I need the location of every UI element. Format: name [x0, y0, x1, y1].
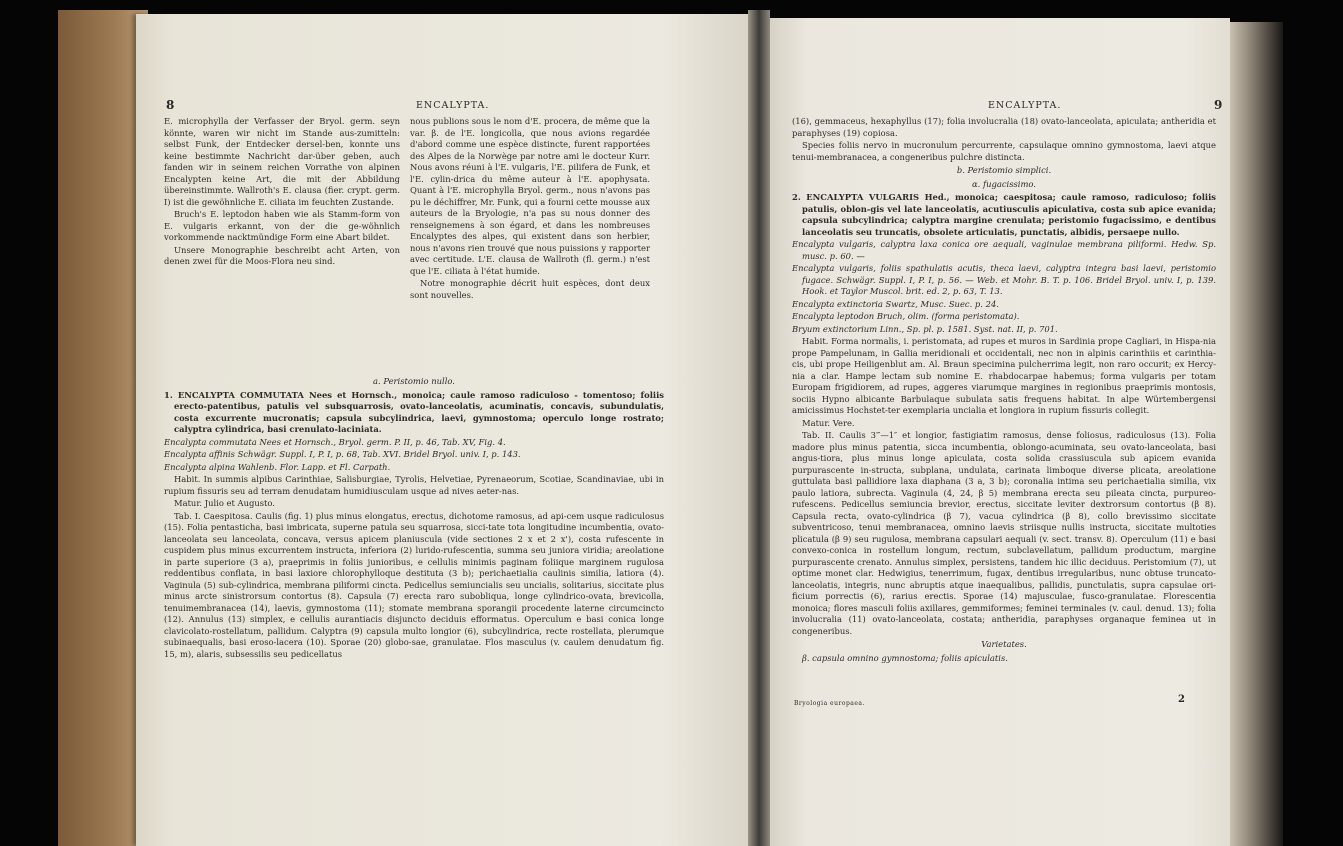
maturity-line: Matur. Julio et Augusto.: [174, 498, 275, 508]
species-block-left: [164, 374, 664, 661]
german-paragraph: Bruch's E. leptodon haben wie als Stamm-form von E. vulgaris erkannt, von der die ge-wöhnlich vorkommende nacktmündige Form eine Abart bildet.: [164, 209, 400, 242]
page-number-right: 9: [1214, 98, 1223, 112]
subsection-heading: α. fugacissimo.: [972, 178, 1036, 189]
species-heading: 2. ENCALYPTA VULGARIS Hed., monoica; caespitosa; caule ramoso, radiculoso; foliis patulis, oblon-gis vel late lanceolatis, acutiusculis apiculativa, costa sub apice evanida; capsula subcylindrica; calyptra margine crenulata; peristomio fugacissimo, e dentibus lanceolatis seu truncatis, obsolete articulatis, punctatis, albidis, persaepe nullo.: [792, 192, 1216, 237]
species-heading: 1. ENCALYPTA COMMUTATA Nees et Hornsch., monoica; caule ramoso radiculoso - tomentoso; foliis erecto-patentibus, patulis vel subsquarrosis, ovato-lanceolatis, acuminatis, concavis, subundulatis, costa excurrente mucronatis; capsula subcylindrica, laevi, gymnostoma; operculo longe rostrato; calyptra cylindrica, basi crenulato-laciniata.: [164, 389, 664, 434]
synonym-line: Encalypta leptodon Bruch, olim. (forma peristomata).: [792, 311, 1020, 321]
intro-paragraph: (16), gemmaceus, hexaphyllus (17); folia involucralia (18) ovato-lanceolata, apiculata; antheridia et paraphyses (19) copiosa.: [792, 116, 1216, 138]
synonym-line: Encalypta vulgaris, calyptra laxa conica ore aequali, vaginulae membrana piliformi. Hedw. Sp. musc. p. 60. —: [792, 239, 1216, 261]
page-number-left: 8: [166, 98, 175, 112]
french-paragraph: Notre monographie décrit huit espèces, dont deux sont nouvelles.: [410, 278, 650, 300]
maturity-line: Matur. Vere.: [802, 417, 855, 428]
synonym-line: Encalypta vulgaris, foliis spathulatis acutis, theca laevi, calyptra integra basi laevi, peristomio fugace. Schwägr. Suppl. I, P. I, p. 56. — Web. et Mohr. B. T. p. 106. Bridel Bryol. univ. I, p. 139. Hook. et Taylor Muscol. brit. ed. 2, p. 63, T. 13.: [792, 263, 1216, 296]
section-heading: b. Peristomio simplici.: [956, 165, 1052, 175]
left-cover: [58, 10, 148, 846]
description-paragraph: Tab. II. Caulis 3‴—1″ et longior, fastigiatim ramosus, dense foliosus, radiculosus (13). Folia madore plus minus patentia, sicca incumbentia, oblongo-acuminata, seu ovato-lanceolata, basi angus-tiora, plus minus longe apiculata, costa solida crassiuscula sub apicem evanida purpurascente in-structa, subplana, undulata, carinata limboque diverse plicata, areolatione guttulata basi pallidiore laxa diaphana (3 a, 3 b); coronalia intima seu perichaetialia similia, vix paulo latiora, subrecta. Vaginula (4, 24, β 5) membrana erecta seu pileata cincta, purpureo-rufescens. Pedicellus semiuncia brevior, erectus, siccitate leviter dextrorsum contortus (β 8). Capsula recta, ovato-cylindrica (β 7), vacua cylindrica (β 8), collo brevissimo siccitate subventricoso, tenui membranacea, omnino laevis striisque nullis instructa, siccitate multoties plicatula (β 9) seu rugulosa, membrana capsulari aequali (v. sect. transv. 8). Operculum (11) e basi convexo-conica in rostellum longum, rectum, subclavellatum, pallidum productum, margine purpurascente crenato. Annulus simplex, persistens, tandem hic illic deciduus. Peristomium (7), ut optime monet clar. Hedwigius, tenerrimum, fugax, dentibus irregularibus, nunc obtuse truncato-lanceolatis, integris, nunc abruptis atque inaequalibus, pallidis, punctulatis, supra capsulae ori-ficium porrectis (6), rarius erectis. Sporae (14) majusculae, fusco-granulatae. Florescentia monoica; flores masculi foliis axillares, gemmiformes; feminei terminales (v. caul. denud. 13); folia involucralia (11) ovato-lanceolata, costata; antheridia, paraphyses organaque feminea ut in congeneribus.: [792, 430, 1216, 636]
french-paragraph: nous publions sous le nom d'E. procera, de même que la var. β. de l'E. longicolla, que nous avions regardée d'abord comme une espèce distincte, furent rapportées des Alpes de la Norwège par notre ami le docteur Kurr. Nous avons réuni à l'E. vulgaris, l'E. pilifera de Funk, et l'E. cylin-drica du même auteur à l'E. apophysata. Quant à l'E. microphylla Bryol. germ., nous n'avons pas pu le déchiffrer, Mr. Funk, qui a fourni cette mousse aux auteurs de la Bryologie, n'a pas su nous donner des renseignemens à son égard, et dans les nombreuses Encalyptes des alpes, qui existent dans son herbier, nous n'avons rien trouvé que nous puissions y rapporter avec certitude. L'E. clausa de Wallroth (fl. germ.) n'est que l'E. ciliata à l'état humide.: [410, 116, 650, 276]
signature-mark: Bryologia europaea.: [794, 700, 865, 707]
open-book: [58, 10, 1283, 846]
varietates-heading: Varietates.: [981, 639, 1027, 649]
section-heading: a. Peristomio nullo.: [373, 376, 455, 386]
synonym-line: Encalypta extinctoria Swartz, Musc. Suec. p. 24.: [792, 298, 999, 309]
french-column: [410, 116, 650, 302]
synonym-line: Encalypta alpina Wahlenb. Flor. Lapp. et Fl. Carpath.: [164, 461, 391, 472]
synonym-line: Encalypta commutata Nees et Hornsch., Bryol. germ. P. II, p. 46, Tab. XV, Fig. 4.: [164, 436, 506, 447]
variety-beta: β. capsula omnino gymnostoma; foliis apiculatis.: [802, 652, 1008, 663]
synonym-line: Bryum extinctorium Linn., Sp. pl. p. 1581. Syst. nat. II, p. 701.: [792, 323, 1058, 334]
sheet-number: 2: [1178, 694, 1185, 705]
german-column: [164, 116, 400, 269]
right-cover: [1230, 22, 1283, 846]
german-paragraph: E. microphylla der Verfasser der Bryol. germ. seyn könnte, waren wir nicht im Stande aus-zumitteln: selbst Funk, der Entdecker dersel-ben, konnte uns keine bestimmte Nachricht dar-über geben, auch fanden wir in seinem reichen Vorrathe von alpinen Encalypten keine Art, die mit der Abbildung übereinstimmte. Wallroth's E. clausa (fier. crypt. germ. I) ist die gewöhnliche E. ciliata im feuchten Zustande.: [164, 116, 400, 207]
book-gutter: [748, 10, 770, 846]
left-page: [136, 14, 754, 846]
running-header-left: ENCALYPTA.: [416, 100, 490, 111]
right-text-column: [792, 116, 1216, 665]
habitat-paragraph: Habit. In summis alpibus Carinthiae, Salisburgiae, Tyrolis, Helvetiae, Pyrenaeorum, Scotiae, Scandinaviae, ubi in rupium fissuris seu ad terram denudatam humidiusculam usque ad nives aeter-nas.: [164, 474, 664, 496]
species-note: Species foliis nervo in mucronulum percurrente, capsulaque omnino gymnostoma, laevi atque tenui-membranacea, a congeneribus pulchre distincta.: [792, 140, 1216, 162]
synonym-line: Encalypta affinis Schwägr. Suppl. I, P. I, p. 68, Tab. XVI. Bridel Bryol. univ. I, p. 143.: [164, 449, 521, 459]
habitat-paragraph: Habit. Forma normalis, i. peristomata, ad rupes et muros in Sardinia prope Cagliari, in Hispa-nia prope Pampelunam, in Gallia meridionali et occidentali, nec non in alpinis carinthiis et carinthia-cis, ubi prope Heiligenblut am. Al. Braun specimina pulcherrima legit, non raro occurit; ex Hercy-nia a clar. Hampe lectam sub nomine E. rhabdocarpae habemus; forma vulgaris per totam Europam frigidiorem, ad rupes, aggeres viarumque margines in regionibus praeprimis montosis, sociis Hypno albicante Barbulaque subulata satis frequens habitat. In alpe Würtembergensi amicissimus Hochstet-ter exemplaria uncialia et longiora in rupium fissuris collegit.: [792, 336, 1216, 415]
running-header-right: ENCALYPTA.: [988, 100, 1062, 111]
right-page: [770, 18, 1230, 846]
german-paragraph: Unsere Monographie beschreibt acht Arten, von denen zwei für die Moos-Flora neu sind.: [164, 244, 400, 266]
description-paragraph: Tab. I. Caespitosa. Caulis (fig. 1) plus minus elongatus, erectus, dichotome ramosus, ad api-cem usque radiculosus (15). Folia pentasticha, basi imbricata, superne patula seu squarrosa, sicci-tate tota longitudine incumbentia, ovato-lanceolata seu lanceolata, concava, versus apicem planiuscula (vide sectiones 2 x et 2 x'), costa rufescente in cuspidem plus minus excurrentem instructa, inferiora (2) lurido-rufescentia, summa seu juniora viridia; areolatione in parte superiore (3 a), praeprimis in foliis junioribus, e cellulis minimis paginam foliique marginem rugulosa reddentibus conflata, in basi laxiore chlorophylloque destituta (3 b); perichaetialia caulinis similia, latiora (4). Vaginula (5) sub-cylindrica, membrana piliformi cincta. Pedicellus semiuncialis seu uncialis, solitarius, siccitate plus minus arcte sinistrorsum contortus (8). Capsula (7) erecta raro subobliqua, longe cylindrico-ovata, brevicolla, tenuimembranacea (14), laevis, gymnostoma (11); stomate membrana sporangii procedente laterne circumcincto (12). Annulus (13) simplex, e cellulis aurantiacis disjuncto deciduis efformatus. Operculum e basi conica longe clavicolato-rostellatum, pallidum. Calyptra (9) capsula multo longior (6), subcylindrica, recte rostellata, plerumque subinaequalis, basi eroso-lacera (10). Sporae (20) globo-sae, granulatae. Flos masculus (v. caulem denudatum fig. 15, m), alaris, subsessilis seu pedicellatus: [164, 510, 664, 659]
